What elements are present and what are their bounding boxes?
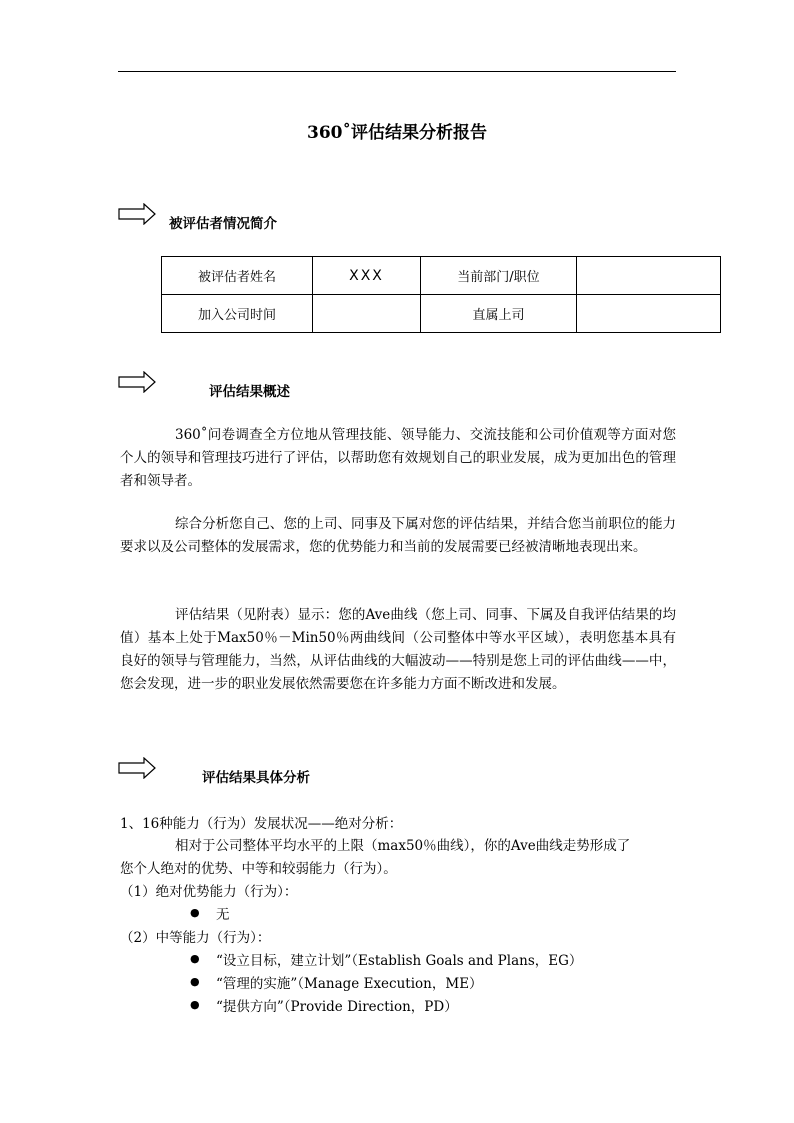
list-item: “管理的实施”（Manage Execution，ME） xyxy=(216,976,483,992)
header-rule xyxy=(118,71,676,72)
table-cell xyxy=(313,295,421,333)
bullet-icon: ● xyxy=(190,975,200,988)
bullet-icon: ● xyxy=(190,998,200,1011)
overview-paragraph: 综合分析您自己、您的上司、同事及下属对您的评估结果，并结合您当前职位的能力要求以及公司整体的发展需求，您的优势能力和当前的发展需要已经被清晰地表现出来。 xyxy=(120,516,676,555)
table-cell: 直属上司 xyxy=(421,295,577,333)
analysis-text: 相对于公司整体平均水平的上限（max50％曲线），你的Ave曲线走势形成了 xyxy=(175,838,631,854)
page-title: 360˚评估结果分析报告 xyxy=(307,123,487,143)
section-heading-detail: 评估结果具体分析 xyxy=(202,770,310,786)
section-heading-intro: 被评估者情况简介 xyxy=(169,216,277,232)
table-cell: 被评估者姓名 xyxy=(162,257,313,295)
sub-heading-medium: （2）中等能力（行为）： xyxy=(120,930,271,946)
table-cell xyxy=(577,257,721,295)
list-item: 无 xyxy=(216,907,230,923)
table-cell: 加入公司时间 xyxy=(162,295,313,333)
analysis-item-title: 1、16种能力（行为）发展状况——绝对分析： xyxy=(120,816,403,832)
sub-heading-strengths: （1）绝对优势能力（行为）： xyxy=(120,884,298,900)
bullet-icon: ● xyxy=(190,906,200,919)
arrow-right-icon xyxy=(118,203,156,225)
analysis-text: 您个人绝对的优势、中等和较弱能力（行为）。 xyxy=(120,861,397,877)
overview-paragraph: 评估结果（见附表）显示：您的Ave曲线（您上司、同事、下属及自我评估结果的均值）基本上处于Max50％－Min50％两曲线间（公司整体中等水平区域），表明您基本具有良好的领导与管理能力，当然，从评估曲线的大幅波动——特别是您上司的评估曲线——中，您会发现，进一步的职业发展依然需要您在许多能力方面不断改进和发展。 xyxy=(120,607,676,692)
profile-table xyxy=(161,256,721,333)
table-row xyxy=(162,295,721,333)
bullet-icon: ● xyxy=(190,952,200,965)
table-cell: XXX xyxy=(313,257,421,295)
arrow-right-icon xyxy=(118,371,156,393)
overview-paragraph: 360˚问卷调查全方位地从管理技能、领导能力、交流技能和公司价值观等方面对您个人的领导和管理技巧进行了评估，以帮助您有效规划自己的职业发展，成为更加出色的管理者和领导者。 xyxy=(120,427,676,489)
table-cell xyxy=(577,295,721,333)
list-item: “提供方向”（Provide Direction，PD） xyxy=(216,999,458,1015)
table-cell: 当前部门/职位 xyxy=(421,257,577,295)
list-item: “设立目标，建立计划”（Establish Goals and Plans，EG） xyxy=(216,953,583,969)
arrow-right-icon xyxy=(118,757,156,779)
section-heading-overview: 评估结果概述 xyxy=(209,384,290,400)
table-row xyxy=(162,257,721,295)
